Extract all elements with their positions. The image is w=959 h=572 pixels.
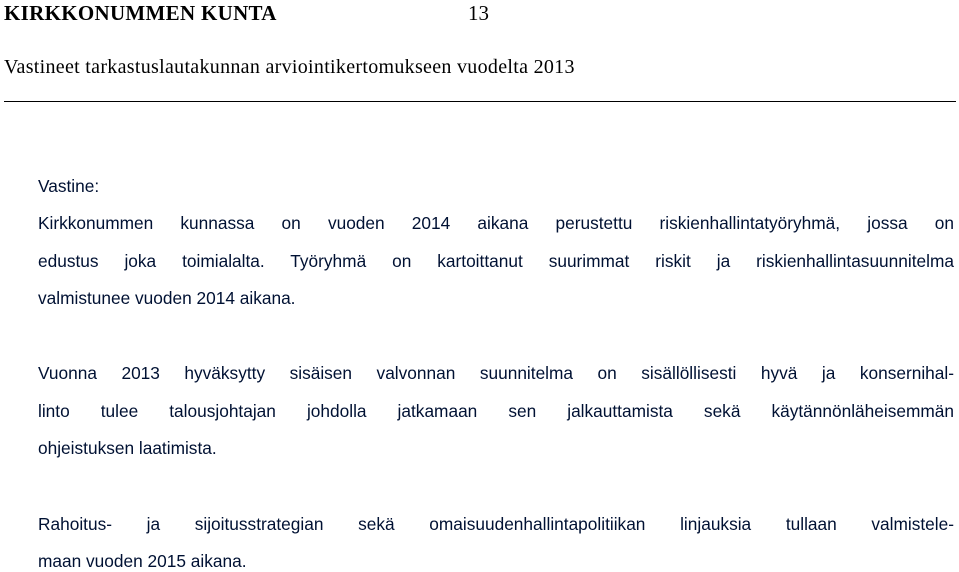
document-header-title: KIRKKONUMMEN KUNTA [4, 1, 277, 25]
paragraph-1-line-1: Kirkkonummen kunnassa on vuoden 2014 aikana perustettu riskienhallintatyöryhmä, jossa on [38, 213, 954, 233]
page-number: 13 [468, 1, 489, 25]
paragraph-2-line-1: Vuonna 2013 hyväksytty sisäisen valvonnan suunnitelma on sisällöllisesti hyvä ja konsernihal- [38, 363, 954, 383]
paragraph-2-line-3: ohjeistuksen laatimista. [38, 438, 217, 458]
header-divider [4, 101, 956, 102]
paragraph-3-line-2: maan vuoden 2015 aikana. [38, 551, 247, 571]
paragraph-2-line-2: linto tulee talousjohtajan johdolla jatkamaan sen jalkauttamista sekä käytännönläheisemmän [38, 401, 954, 421]
paragraph-1-line-3: valmistunee vuoden 2014 aikana. [38, 288, 296, 308]
paragraph-3-line-1: Rahoitus- ja sijoitusstrategian sekä omaisuudenhallintapolitiikan linjauksia tullaan valmistele- [38, 514, 954, 534]
response-label: Vastine: [38, 176, 100, 196]
document-subtitle: Vastineet tarkastuslautakunnan arviointikertomukseen vuodelta 2013 [4, 56, 575, 78]
paragraph-1-line-2: edustus joka toimialalta. Työryhmä on kartoittanut suurimmat riskit ja riskienhallintasuunnitelma [38, 251, 954, 271]
